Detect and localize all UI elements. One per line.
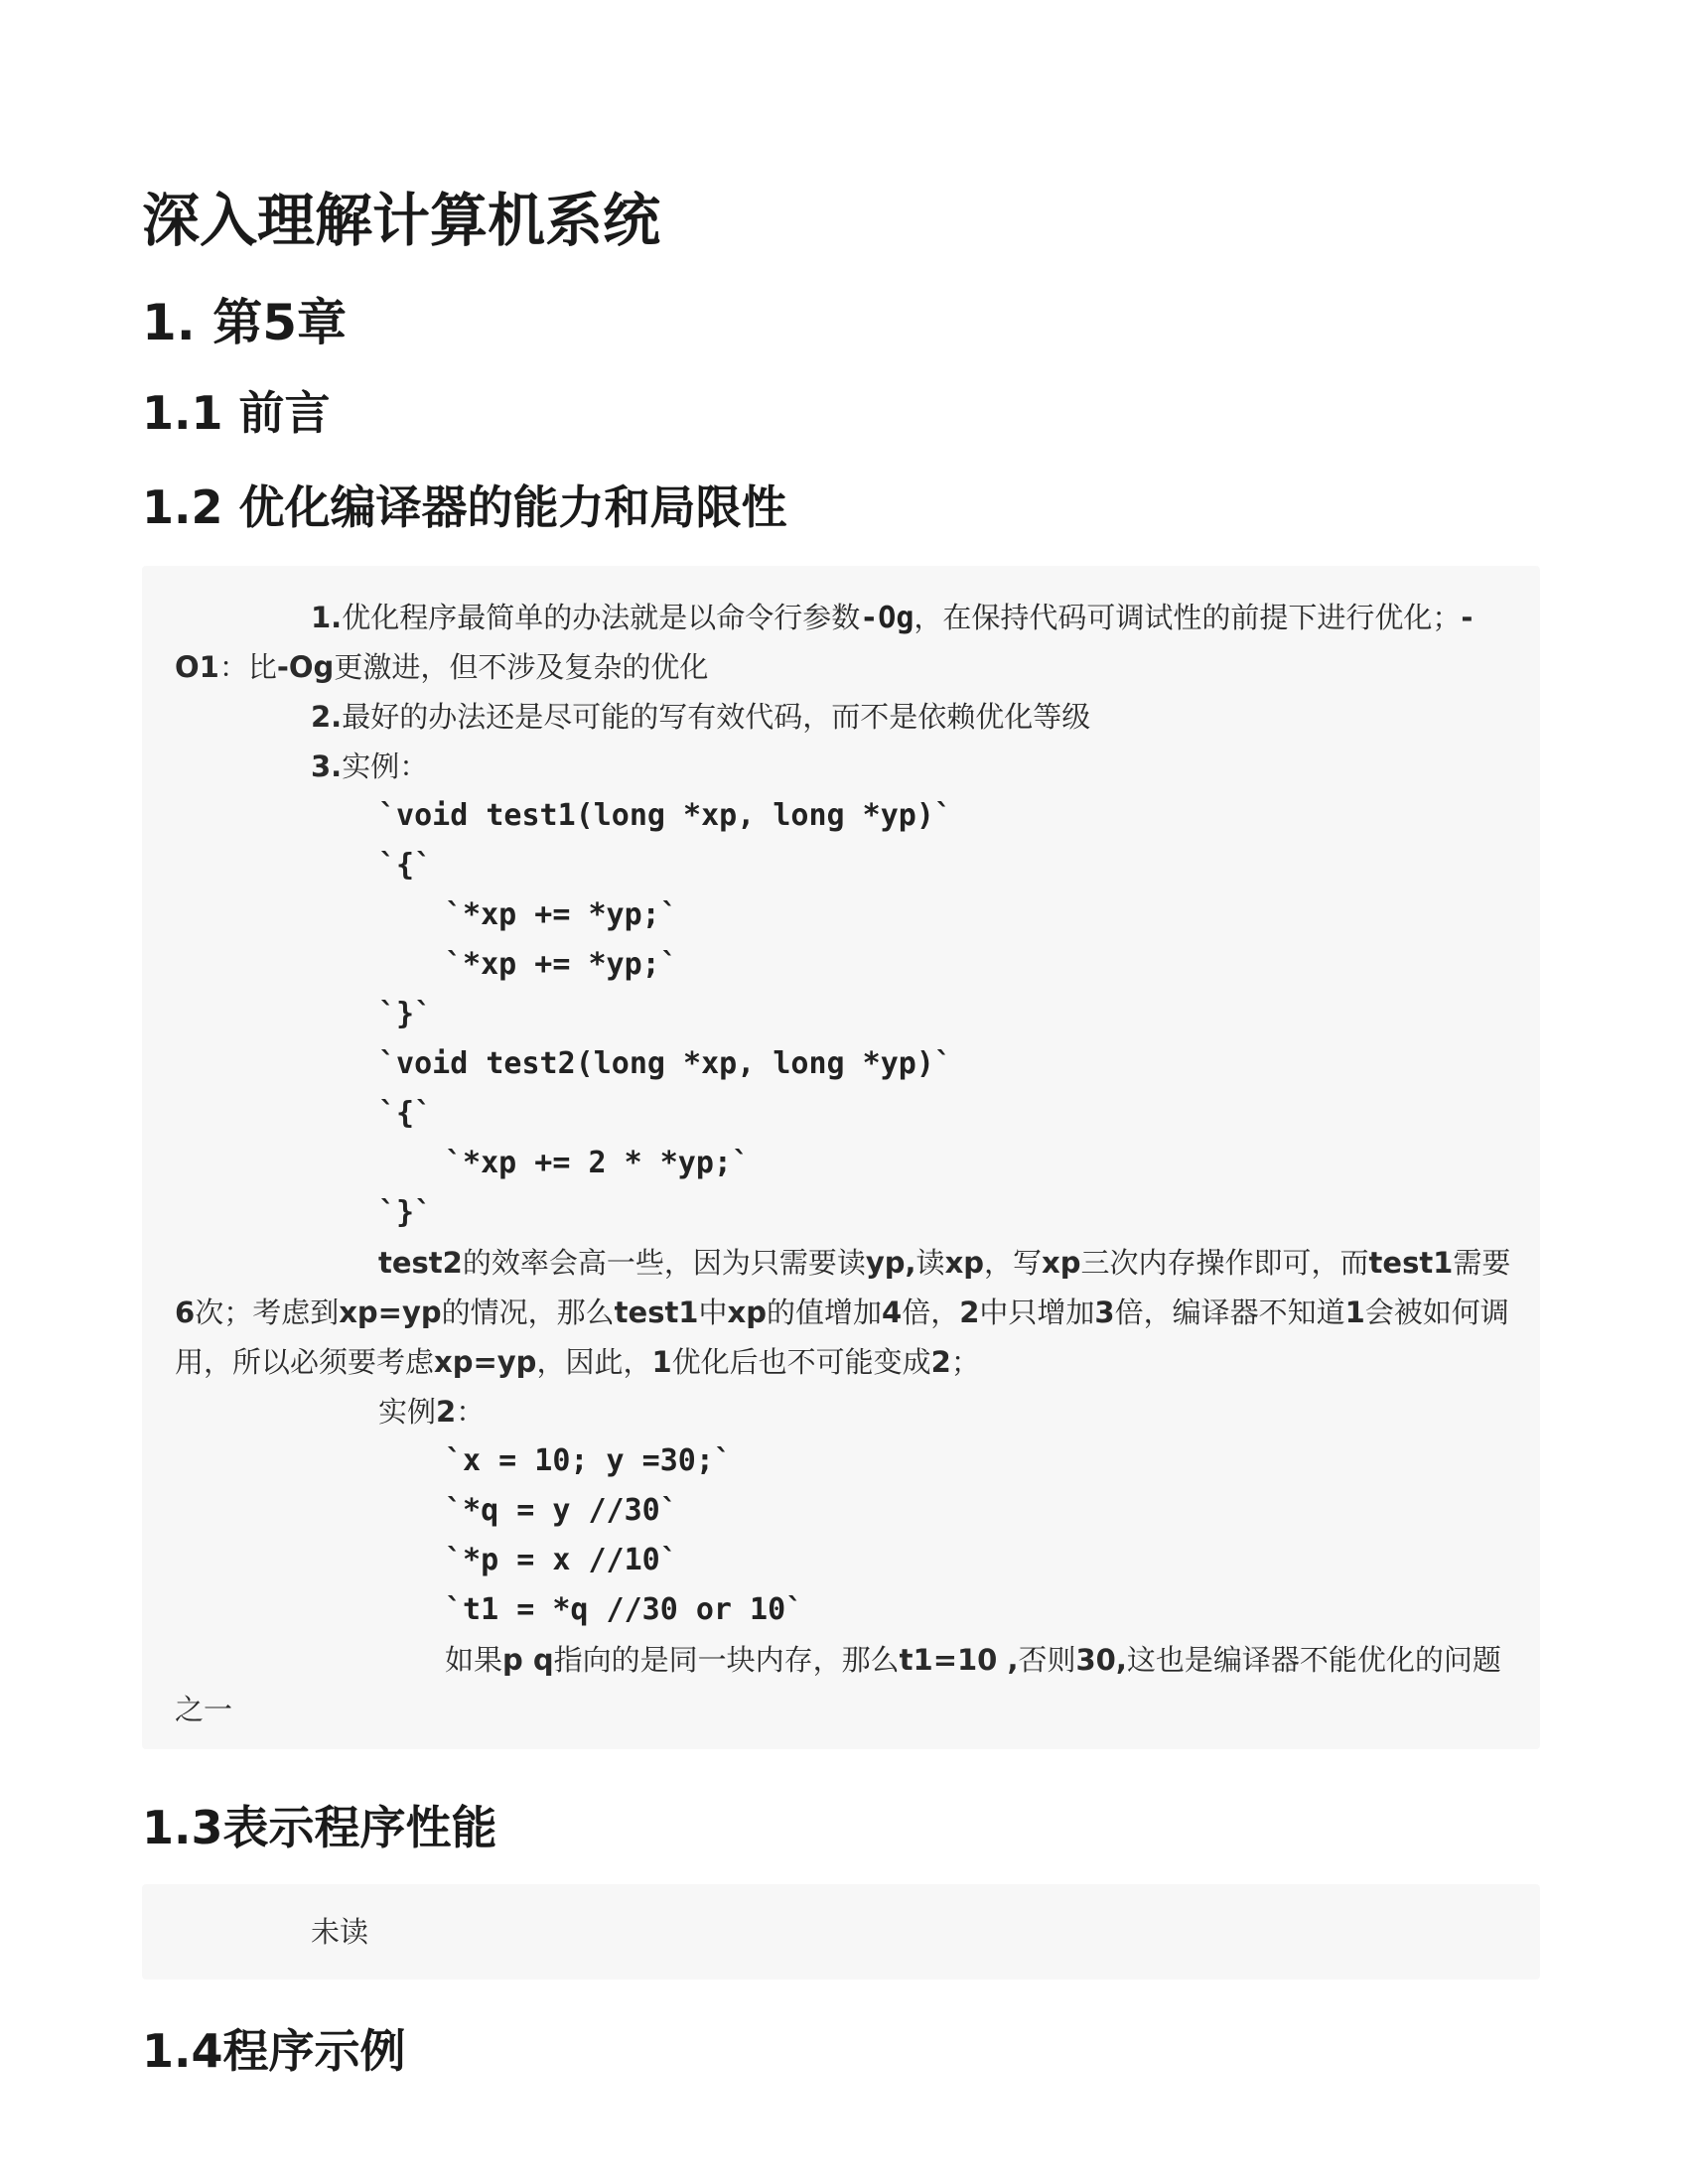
code-line-12: `*p = x //10` [445, 1543, 678, 1577]
explanation-1-line-1 [378, 1243, 1510, 1283]
paragraph-2: 2.最好的办法还是尽可能的写有效代码，而不是依赖优化等级 [311, 700, 1091, 734]
code-line-1: `void test1(long *xp, long *yp)` [378, 798, 952, 833]
text-segment: p q [502, 1643, 554, 1677]
explanation-2-line-2: 之一 [175, 1693, 233, 1726]
text-segment: 的情况，那么 [441, 1296, 615, 1329]
explanation-1-line-3 [175, 1342, 980, 1382]
code-line-7: `{` [378, 1096, 433, 1131]
text-segment: 需要 [1453, 1246, 1511, 1280]
text-segment: 读 [915, 1246, 945, 1280]
text-segment: 用，所以必须要考虑 [175, 1345, 435, 1379]
code-line-2: `{` [378, 848, 433, 883]
text-segment: 3 [1094, 1296, 1115, 1329]
text-segment: 1 [651, 1345, 672, 1379]
text-segment: test1 [614, 1296, 699, 1329]
text-segment: 次；考虑到 [195, 1296, 340, 1329]
section-heading-1-2: 1.2 优化编译器的能力和局限性 [142, 480, 787, 534]
text-segment: 如果 [445, 1643, 503, 1677]
text-segment: 中 [698, 1296, 728, 1329]
text-segment: xp [944, 1246, 985, 1280]
explanation-1-line-2 [175, 1293, 1509, 1332]
text-segment: ，写 [984, 1246, 1043, 1280]
text-segment: 倍， [902, 1296, 960, 1329]
code-line-10: `x = 10; y =30;` [445, 1443, 732, 1478]
text-segment: 6 [175, 1296, 196, 1329]
text-segment: xp=yp [339, 1296, 442, 1329]
code-line-9: `}` [378, 1195, 433, 1230]
text-segment: 三次内存操作即可，而 [1080, 1246, 1369, 1280]
text-segment: 这也是编译器不能优化的问题 [1126, 1643, 1501, 1677]
code-line-3: `*xp += *yp;` [445, 897, 678, 932]
chapter-heading: 1. 第5章 [142, 294, 347, 351]
text-segment: 30, [1075, 1643, 1127, 1677]
text-segment: 2 [959, 1296, 980, 1329]
text-segment: yp, [865, 1246, 916, 1280]
example-2-label: 实例2： [378, 1395, 486, 1429]
text-segment: 优化后也不可能变成 [671, 1345, 931, 1379]
text-segment: ； [950, 1345, 980, 1379]
text-segment: test2 [378, 1246, 463, 1280]
section-heading-1-1: 1.1 前言 [142, 386, 331, 440]
paragraph-1-line-2: O1：比-Og更激进，但不涉及复杂的优化 [175, 650, 709, 684]
section-heading-1-4: 1.4程序示例 [142, 2024, 406, 2078]
document-title: 深入理解计算机系统 [142, 187, 661, 254]
text-segment: test1 [1368, 1246, 1454, 1280]
paragraph-3: 3.实例： [311, 750, 429, 783]
code-line-5: `}` [378, 997, 433, 1031]
text-segment: ，因此， [536, 1345, 652, 1379]
code-line-11: `*q = y //30` [445, 1493, 678, 1528]
code-block-optimization [142, 566, 1540, 1749]
text-segment: 会被如何调 [1364, 1296, 1509, 1329]
code-line-8: `*xp += 2 * *yp;` [445, 1146, 751, 1180]
section-heading-1-3: 1.3表示程序性能 [142, 1801, 497, 1854]
text-segment: t1=10 , [899, 1643, 1019, 1677]
code-block-unread [142, 1884, 1540, 1979]
text-segment: 中只增加 [979, 1296, 1095, 1329]
text-segment: xp=yp [434, 1345, 537, 1379]
paragraph-1-line-1: 1.优化程序最简单的办法就是以命令行参数-Og，在保持代码可调试性的前提下进行优化；- [311, 601, 1474, 635]
text-segment: 的值增加 [766, 1296, 882, 1329]
code-line-13: `t1 = *q //30 or 10` [445, 1592, 804, 1627]
text-segment: 1 [1344, 1296, 1365, 1329]
text-segment: 倍，编译器不知道 [1114, 1296, 1345, 1329]
text-segment: xp [727, 1296, 767, 1329]
text-segment: 指向的是同一块内存，那么 [553, 1643, 900, 1677]
text-segment: xp [1042, 1246, 1081, 1280]
explanation-2-line-1 [445, 1640, 1501, 1680]
code-line-6: `void test2(long *xp, long *yp)` [378, 1046, 952, 1081]
text-segment: 4 [882, 1296, 903, 1329]
text-segment: 否则 [1018, 1643, 1076, 1677]
text-segment: 的效率会高一些，因为只需要读 [462, 1246, 866, 1280]
code-line-4: `*xp += *yp;` [445, 947, 678, 982]
text-segment: 2 [930, 1345, 951, 1379]
unread-note: 未读 [311, 1915, 369, 1949]
